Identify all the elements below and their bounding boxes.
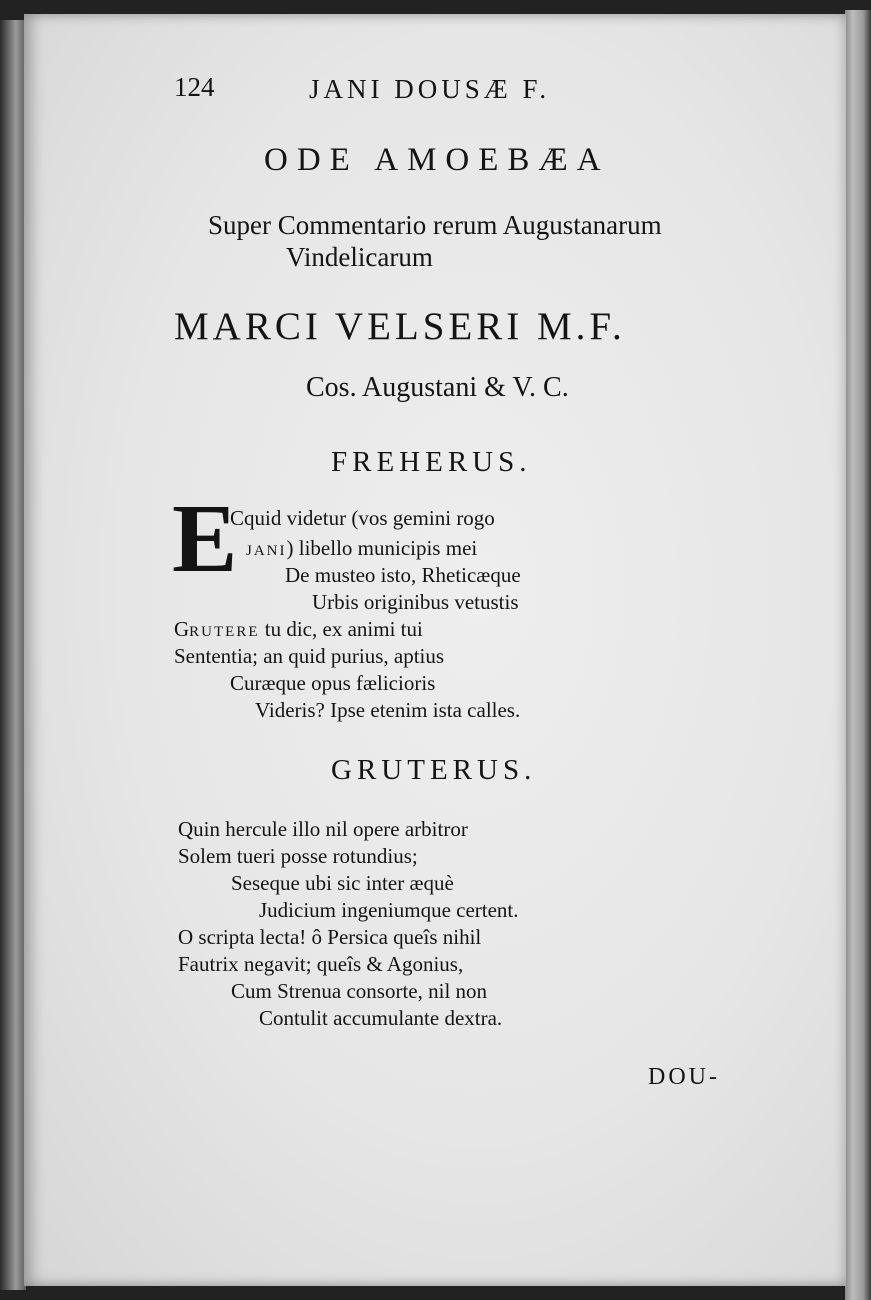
verse-line: Contulit accumulante dextra. bbox=[259, 1006, 503, 1030]
verse-line: De musteo isto, Rheticæque bbox=[285, 563, 521, 587]
verse-line: Judicium ingeniumque certent. bbox=[259, 898, 519, 922]
speaker-heading-freherus: FREHERUS. bbox=[331, 446, 532, 478]
book-right-edge bbox=[845, 10, 871, 1300]
verse-line: Sententia; an quid purius, aptius bbox=[174, 644, 445, 668]
verse-line: Quin hercule illo nil opere arbitror bbox=[178, 817, 468, 841]
book-left-edge bbox=[0, 20, 26, 1290]
verse-line: Seseque ubi sic inter æquè bbox=[231, 871, 454, 895]
author-name: MARCI VELSERI M.F. bbox=[174, 305, 626, 348]
author-title: Cos. Augustani & V. C. bbox=[306, 372, 569, 403]
book-page bbox=[24, 14, 846, 1286]
verse-line: Videris? Ipse etenim ista calles. bbox=[255, 698, 521, 722]
page-number: 124 bbox=[174, 72, 215, 102]
verse-line: O scripta lecta! ô Persica queîs nihil bbox=[178, 925, 482, 949]
catchword: DOU- bbox=[648, 1064, 720, 1090]
verse-line: Curæque opus fælicioris bbox=[230, 671, 436, 695]
subtitle-line-1: Super Commentario rerum Augustanarum bbox=[208, 210, 662, 240]
running-head: JANI DOUSÆ F. bbox=[309, 74, 551, 104]
verse-line: GRUTERE tu dic, ex animi tui bbox=[174, 617, 423, 641]
subtitle-line-2: Vindelicarum bbox=[286, 242, 433, 272]
verse-line: Fautrix negavit; queîs & Agonius, bbox=[178, 952, 464, 976]
speaker-heading-gruterus: GRUTERUS. bbox=[331, 754, 537, 786]
verse-line: Cquid videtur (vos gemini rogo bbox=[230, 506, 495, 530]
ode-title: ODE AMOEBÆA bbox=[264, 142, 610, 178]
drop-cap: E bbox=[172, 485, 238, 593]
verse-line: Solem tueri posse rotundius; bbox=[178, 844, 418, 868]
verse-line: Urbis originibus vetustis bbox=[312, 590, 519, 614]
verse-line: Cum Strenua consorte, nil non bbox=[231, 979, 488, 1003]
verse-line: JANI) libello municipis mei bbox=[246, 536, 478, 560]
